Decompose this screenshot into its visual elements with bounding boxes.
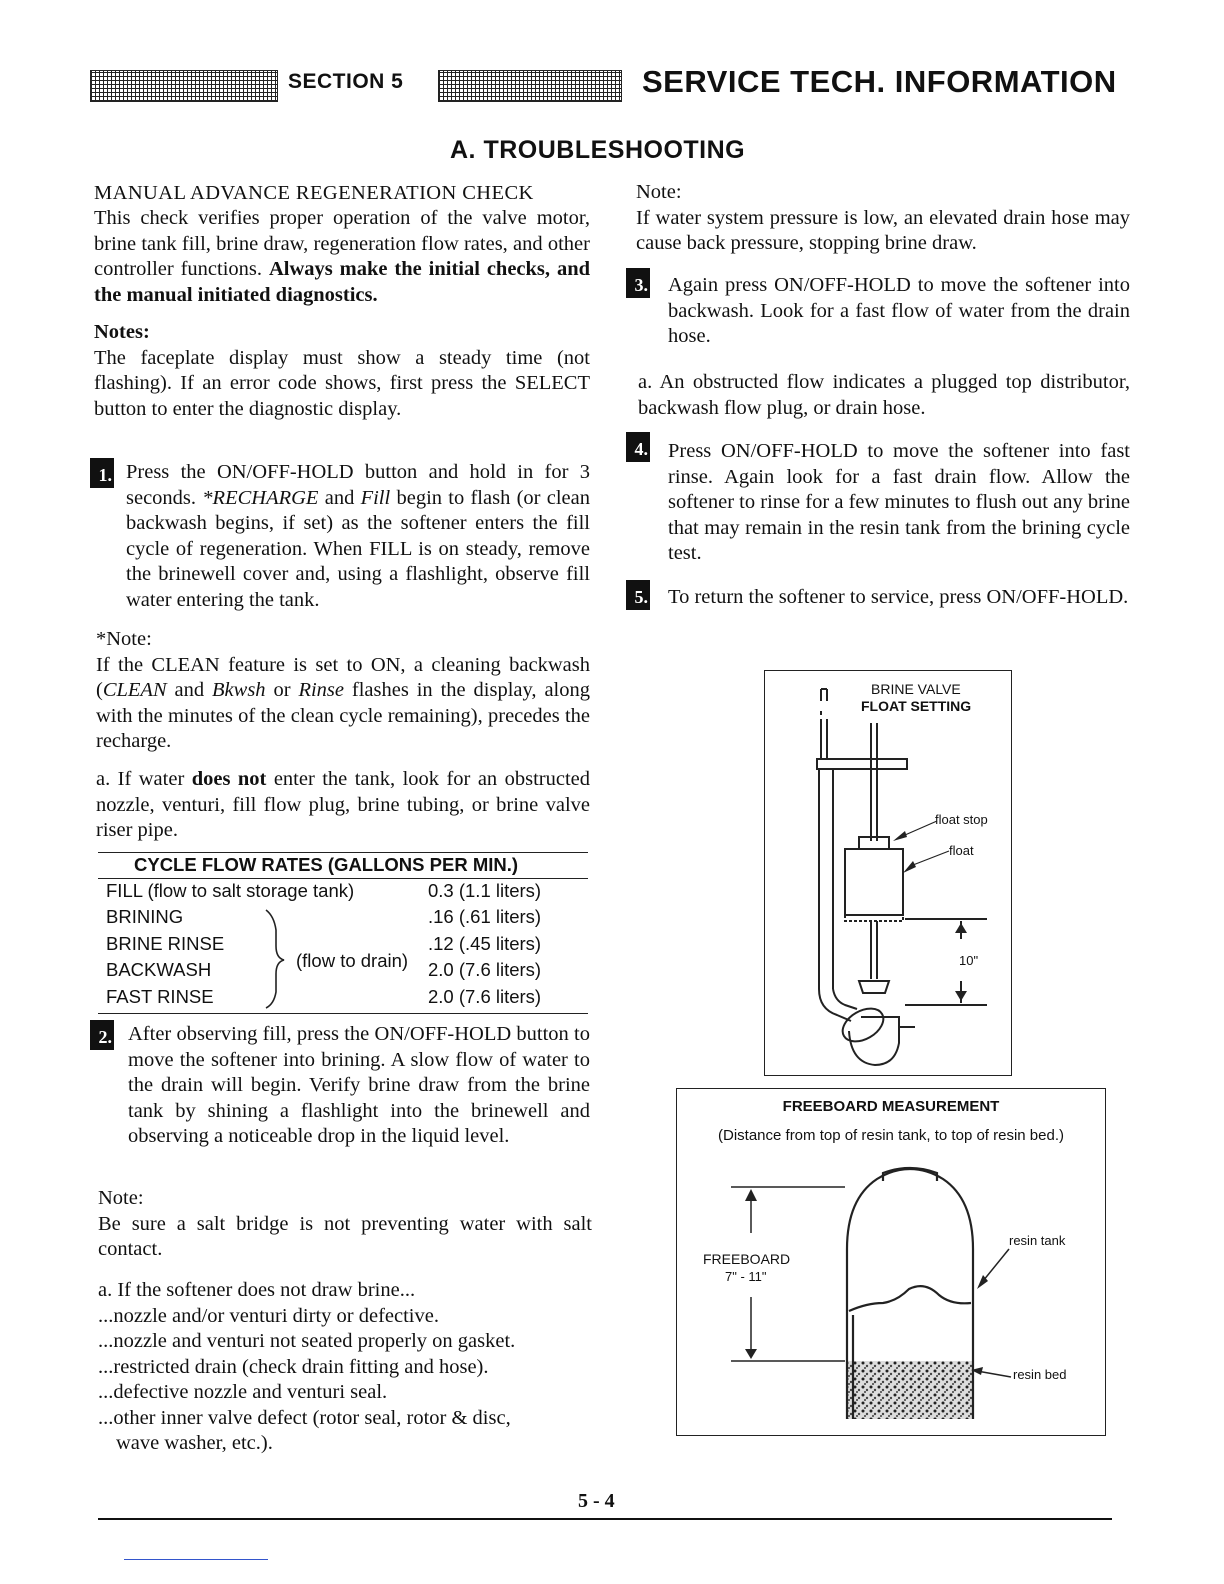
notes-text: The faceplate display must show a steady time (not flashing). If an error code shows, first press the SELECT button to enter the diagnostic display.	[94, 346, 590, 420]
table-row	[98, 906, 588, 932]
list-item: ...restricted drain (check drain fitting and hose).	[98, 1355, 489, 1378]
list-item: ...nozzle and venturi not seated properly on gasket.	[98, 1330, 516, 1352]
table-title: CYCLE FLOW RATES (GALLONS PER MIN.)	[134, 854, 519, 875]
list-item: ...defective nozzle and venturi seal.	[98, 1381, 388, 1403]
step-3-badge: 3.	[626, 268, 650, 298]
brine-valve-figure	[764, 670, 1012, 1076]
flow-rates-table	[98, 850, 588, 1016]
step-3-text: Again press ON/OFF-HOLD to move the softener into backwash. Look for a fast flow of water from the drain hose.	[668, 274, 1130, 347]
check-a-rest: enter the tank, look for an obstructed nozzle, venturi, fill flow plug, brine tubing, or brine valve riser pipe.	[96, 768, 590, 841]
figure-title-line-2: FLOAT SETTING	[861, 698, 972, 714]
row-label: BRINE RINSE	[106, 933, 225, 954]
list-item: ...other inner valve defect (rotor seal, rotor & disc,	[98, 1406, 511, 1429]
footer-link-rule	[124, 1559, 268, 1560]
footer-rule	[98, 1518, 1112, 1520]
step-1-fill: Fill	[360, 486, 391, 509]
right-note-text: If water system pressure is low, an elevated drain hose may cause back pressure, stopping brine draw.	[636, 206, 1130, 254]
row-value: .16 (.61 liters)	[428, 906, 542, 927]
flow-to-drain-note: (flow to drain)	[296, 950, 409, 971]
left-column	[94, 180, 590, 422]
star-note-e: or	[265, 679, 299, 701]
freeboard-range: 7" - 11"	[725, 1269, 767, 1284]
step-1-text	[126, 460, 590, 613]
resin-tank-label: resin tank	[1009, 1233, 1066, 1248]
star-note-text	[96, 653, 590, 755]
star-note-g: flashes in the display, along with the minutes of the clean cycle remaining), precedes the recharge.	[96, 679, 590, 752]
intro-text: This check verifies proper operation of the valve motor, brine tank fill, brine draw, regeneration flow rates, and other controller functions.	[94, 207, 590, 280]
freeboard-title: FREEBOARD MEASUREMENT	[782, 1098, 1000, 1115]
step-1-badge: 1.	[90, 458, 114, 488]
page-number: 5 - 4	[578, 1490, 615, 1512]
row-label: FILL (flow to salt storage tank)	[106, 880, 355, 901]
star-note	[96, 627, 590, 755]
note-2-text: Be sure a salt bridge is not preventing water with salt contact.	[98, 1212, 592, 1260]
star-note-rinse: Rinse	[298, 679, 344, 701]
brine-valve-drawing	[765, 671, 1011, 1075]
float-label: float	[949, 843, 974, 858]
figure-title-line-1: BRINE VALVE	[871, 681, 961, 697]
step-4-text: Press ON/OFF-HOLD to move the softener into fast rinse. Again look for a fast drain flow. Allow the softener to rinse for a few minutes to flush out any brine that may remain in the resin tank from the brining cycle test.	[668, 440, 1130, 564]
right-note-label: Note:	[636, 181, 682, 203]
table-bottom-rule	[98, 1013, 588, 1014]
table-row	[98, 986, 588, 1012]
float-stop-label: float stop	[935, 812, 988, 827]
step-1-text-c: and	[318, 486, 361, 509]
brace-icon	[256, 906, 286, 1010]
table-header-rule	[98, 878, 588, 879]
row-value: 2.0 (7.6 liters)	[428, 986, 542, 1007]
row-value: 2.0 (7.6 liters)	[428, 959, 542, 980]
star-note-c: and	[166, 679, 213, 701]
section-label: SECTION 5	[288, 70, 404, 93]
page-title: SERVICE TECH. INFORMATION	[642, 64, 1117, 99]
check-a-prefix: a. If water	[96, 768, 192, 790]
resin-tank-drawing	[677, 1089, 1105, 1435]
table-top-rule	[98, 852, 588, 853]
freeboard-caption: (Distance from top of resin tank, to top of resin bed.)	[718, 1127, 1064, 1144]
header-hatch-right	[438, 70, 622, 102]
step-1-text-e: begin to flash (or clean backwash begins, if set) as the softener enters the fill cycle of regeneration. When FILL is on steady, remove the brinewell cover and, using a flashlight, observe fill water entering the tank.	[126, 486, 591, 611]
freeboard-figure	[676, 1088, 1106, 1436]
check-a-bold: does not	[191, 768, 267, 790]
resin-bed-label: resin bed	[1013, 1367, 1067, 1382]
step-2-text: After observing fill, press the ON/OFF-HOLD button to move the softener into brining. A slow flow of water to the drain will begin. Verify brine draw from the brine tank by shining a flashlight into the brinewell and observing a noticeable drop in the liquid level.	[128, 1023, 590, 1147]
star-note-a: If the CLEAN feature is set to ON, a cleaning backwash (	[96, 653, 590, 701]
step-5-badge: 5.	[626, 580, 650, 610]
row-value: .12 (.45 liters)	[428, 933, 542, 954]
row-value: 0.3 (1.1 liters)	[428, 880, 542, 901]
intro-paragraph	[94, 206, 590, 308]
step-1-recharge: *RECHARGE	[202, 486, 319, 509]
step-5-text: To return the softener to service, press ON/OFF-HOLD.	[668, 586, 1129, 608]
row-label: BACKWASH	[106, 959, 212, 980]
list-item: wave washer, etc.).	[116, 1432, 273, 1454]
star-note-bkwsh: Bkwsh	[212, 679, 266, 701]
causes-list	[98, 1278, 594, 1457]
row-label: BRINING	[106, 906, 184, 927]
star-note-clean: CLEAN	[102, 679, 167, 701]
step-3-note-a: a. An obstructed flow indicates a plugged top distributor, backwash flow plug, or drain hose.	[638, 371, 1130, 419]
list-item: ...nozzle and/or venturi dirty or defective.	[98, 1304, 439, 1327]
section-heading: MANUAL ADVANCE REGENERATION CHECK	[94, 182, 534, 204]
row-label: FAST RINSE	[106, 986, 214, 1007]
star-note-label: *Note:	[96, 628, 152, 650]
intro-bold-text: Always make the initial checks, and the manual initiated diagnostics.	[94, 258, 591, 306]
check-a-paragraph	[96, 767, 590, 844]
table-row	[98, 880, 588, 906]
note-2	[98, 1186, 592, 1263]
step-4-badge: 4.	[626, 432, 650, 462]
step-2-badge: 2.	[90, 1020, 114, 1050]
section-subtitle: A. TROUBLESHOOTING	[450, 136, 746, 164]
step-1-text-a: Press the ON/OFF-HOLD button and hold in for 3 seconds.	[126, 461, 590, 509]
dimension-label: 10"	[959, 953, 979, 968]
right-note	[636, 180, 1130, 257]
header-hatch-left	[90, 70, 278, 102]
causes-intro: a. If the softener does not draw brine...	[98, 1279, 416, 1301]
freeboard-label: FREEBOARD	[703, 1251, 791, 1267]
note-2-label: Note:	[98, 1187, 144, 1209]
notes-label: Notes:	[94, 321, 150, 343]
